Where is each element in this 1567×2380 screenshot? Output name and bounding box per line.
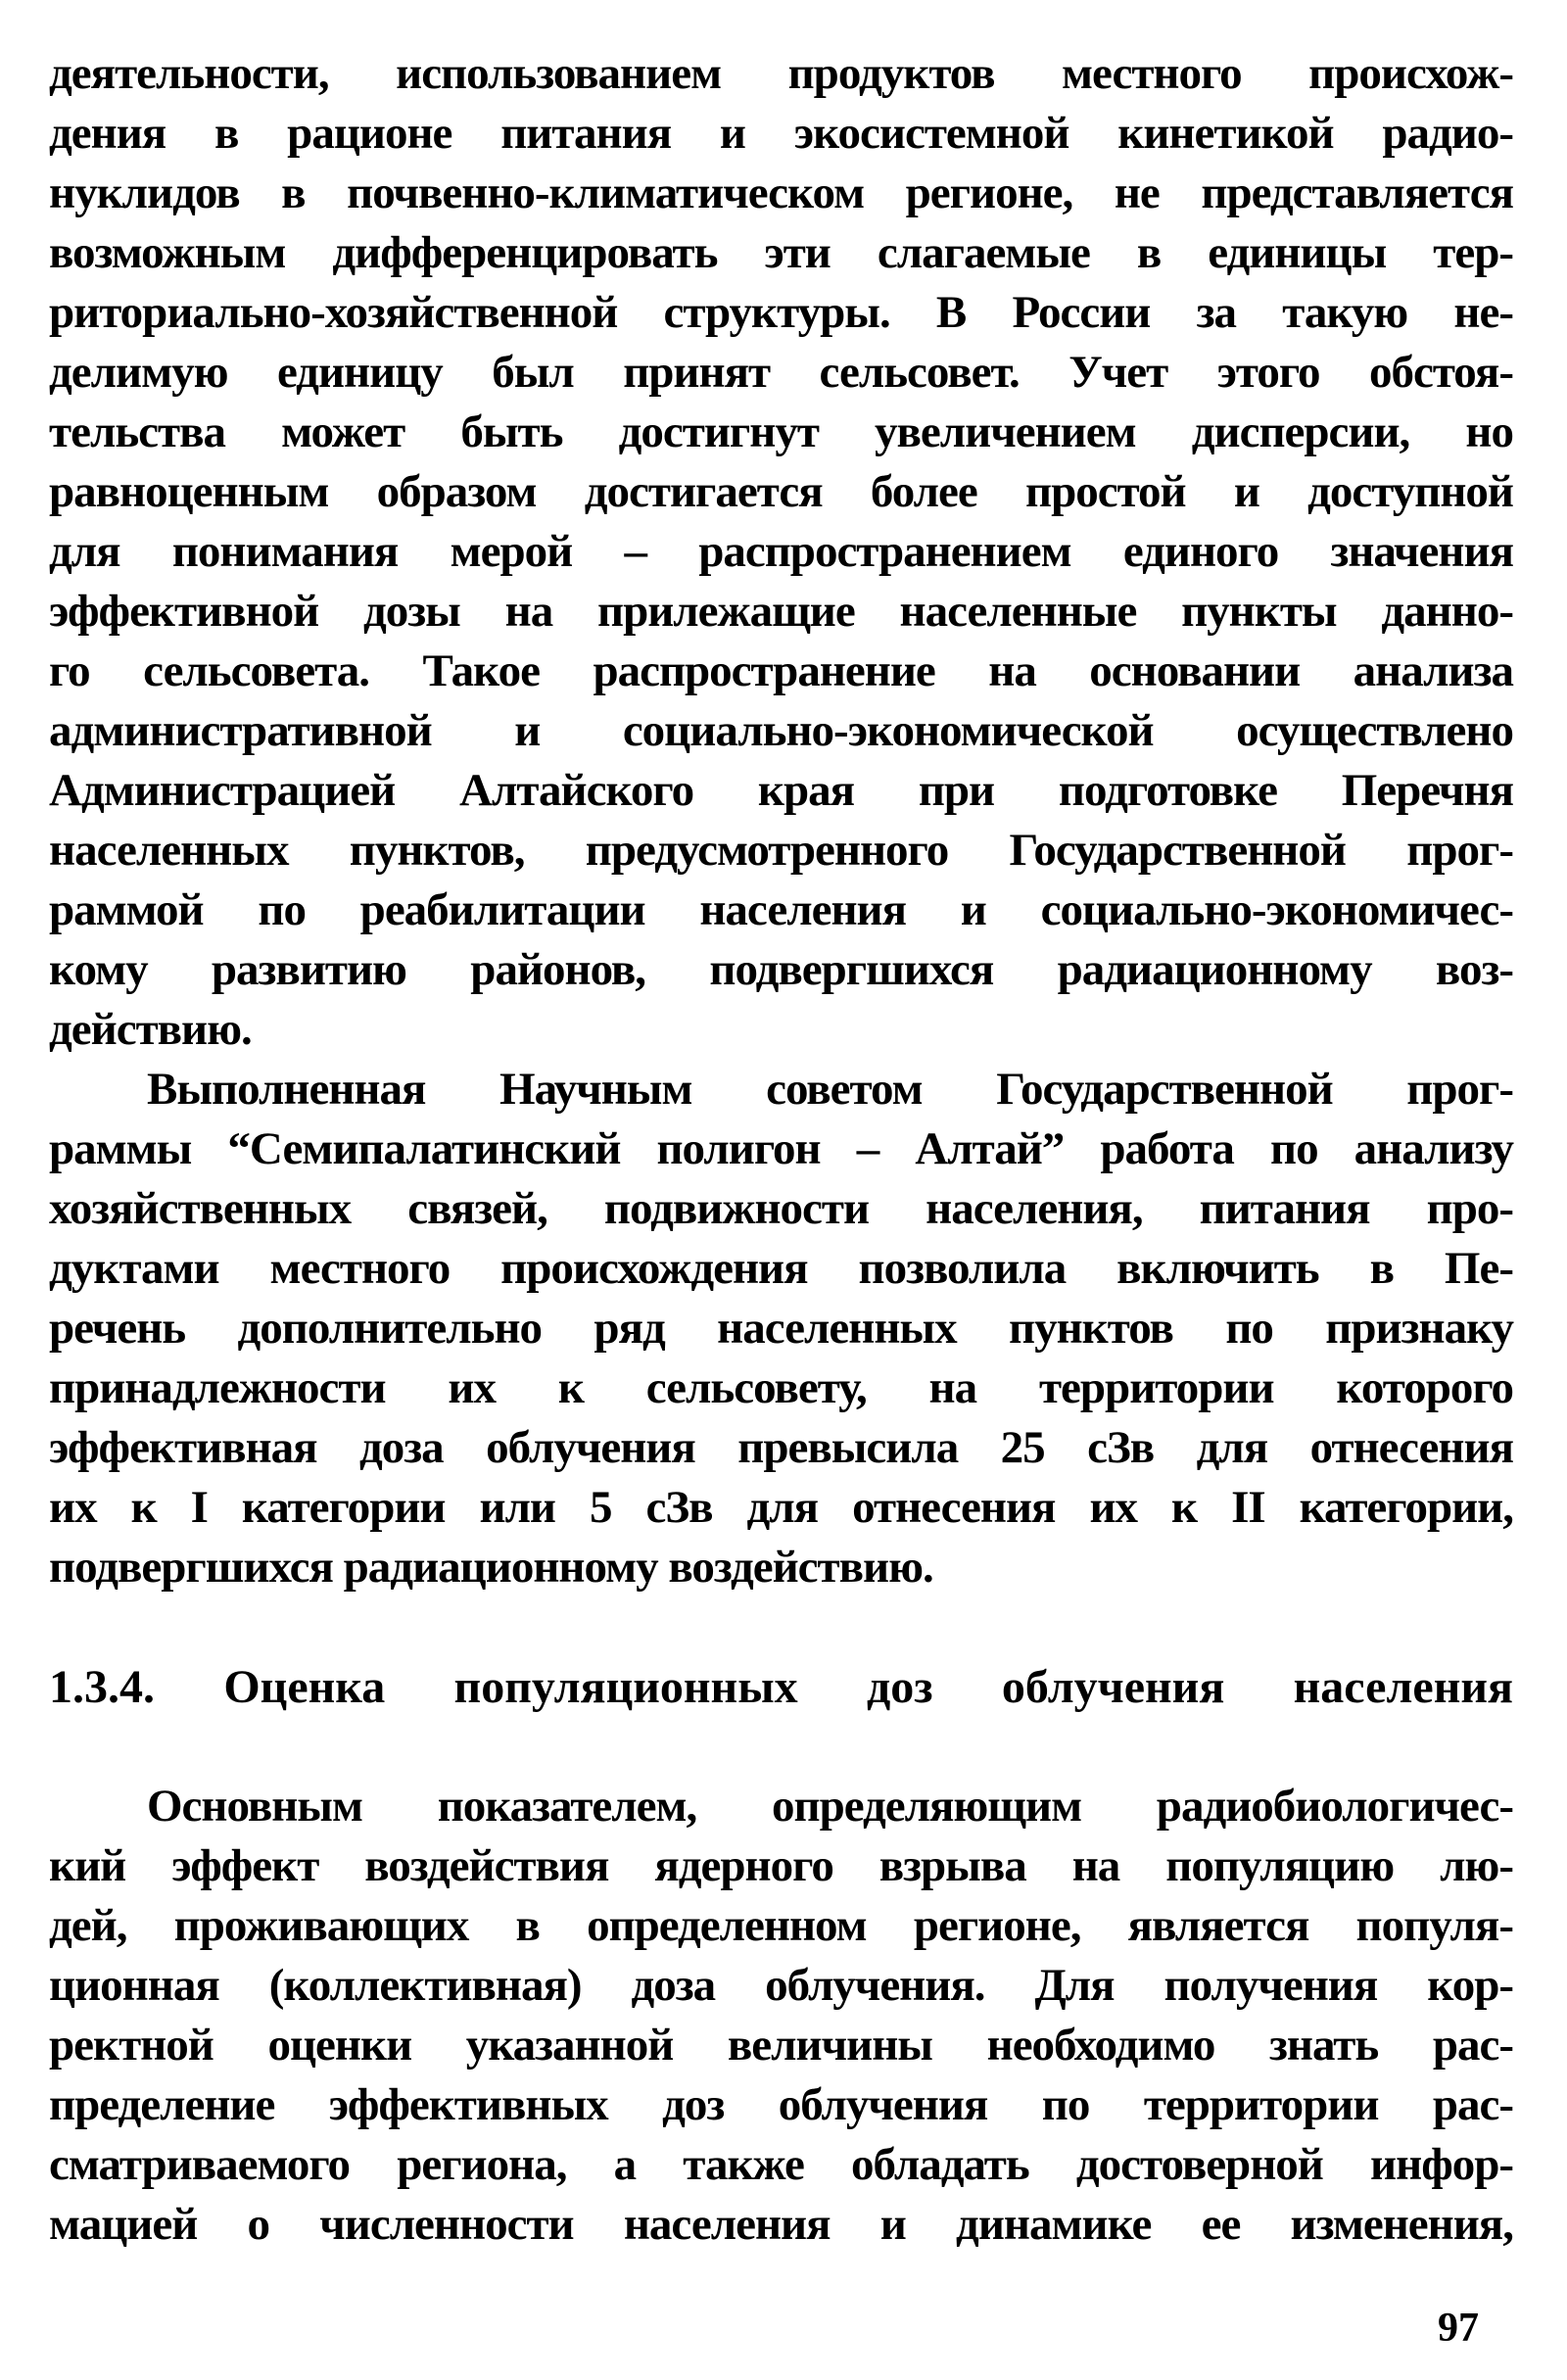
- body-line: раммой по реабилитации населения и социально-экономичес-: [49, 884, 1513, 935]
- text-block: [49, 44, 1513, 2358]
- body-line: делимую единицу был принят сельсовет. Учет этого обстоя-: [49, 347, 1513, 398]
- body-line: административной и социально-экономической осуществлено: [49, 705, 1513, 756]
- body-line: тельства может быть достигнут увеличением дисперсии, но: [49, 406, 1513, 457]
- body-line: кий эффект воздействия ядерного взрыва на популяцию лю-: [49, 1840, 1513, 1891]
- body-line: дей, проживающих в определенном регионе, является популя-: [49, 1900, 1513, 1951]
- body-line: деятельности, использованием продуктов местного происхож-: [49, 48, 1513, 99]
- body-line: Администрацией Алтайского края при подготовке Перечня: [49, 765, 1513, 816]
- body-line: ректной оценки указанной величины необходимо знать рас-: [49, 2020, 1513, 2071]
- body-line: Выполненная Научным советом Государственной прог-: [147, 1064, 1513, 1115]
- body-line: риториально-хозяйственной структуры. В России за такую не-: [49, 287, 1513, 338]
- page-number: 97: [1438, 2306, 1479, 2351]
- body-line: возможным дифференцировать эти слагаемые в единицы тер-: [49, 227, 1513, 278]
- body-line: эффективная доза облучения превысила 25 сЗв для отнесения: [49, 1422, 1513, 1473]
- paragraph-1: [49, 44, 1513, 1060]
- body-line: сматриваемого региона, а также обладать достоверной инфор-: [49, 2139, 1513, 2190]
- body-line: дуктами местного происхождения позволила включить в Пе-: [49, 1243, 1513, 1294]
- body-line: раммы “Семипалатинский полигон – Алтай” работа по анализу: [49, 1123, 1513, 1174]
- body-line: хозяйственных связей, подвижности населения, питания про-: [49, 1183, 1513, 1234]
- body-line: принадлежности их к сельсовету, на территории которого: [49, 1362, 1513, 1413]
- body-line: эффективной дозы на прилежащие населенные пункты данно-: [49, 586, 1513, 637]
- body-line: нуклидов в почвенно-климатическом регионе, не представляется: [49, 167, 1513, 218]
- body-line: их к I категории или 5 сЗв для отнесения их к II категории,: [49, 1482, 1513, 1533]
- body-line: населенных пунктов, предусмотренного Государственной прог-: [49, 825, 1513, 876]
- body-line: пределение эффективных доз облучения по территории рас-: [49, 2079, 1513, 2130]
- body-line: для понимания мерой – распространением единого значения: [49, 526, 1513, 577]
- body-line: подвергшихся радиационному воздействию.: [49, 1542, 933, 1593]
- paragraph-2: [49, 1060, 1513, 1597]
- body-line: ционная (коллективная) доза облучения. Для получения кор-: [49, 1960, 1513, 2011]
- paragraph-3: [49, 1777, 1513, 2255]
- body-line: го сельсовета. Такое распространение на основании анализа: [49, 645, 1513, 696]
- body-line: Основным показателем, определяющим радиобиологичес-: [147, 1781, 1513, 1832]
- body-line: мацией о численности населения и динамике ее изменения,: [49, 2199, 1513, 2250]
- body-line: равноценным образом достигается более простой и доступной: [49, 466, 1513, 517]
- body-line: дения в рационе питания и экосистемной кинетикой радио-: [49, 108, 1513, 159]
- section-heading: 1.3.4. Оценка популяционных доз облучения населения: [49, 1661, 1513, 1713]
- body-line: действию.: [49, 1004, 252, 1055]
- body-line: речень дополнительно ряд населенных пунктов по признаку: [49, 1303, 1513, 1354]
- body-line: кому развитию районов, подвергшихся радиационному воз-: [49, 944, 1513, 995]
